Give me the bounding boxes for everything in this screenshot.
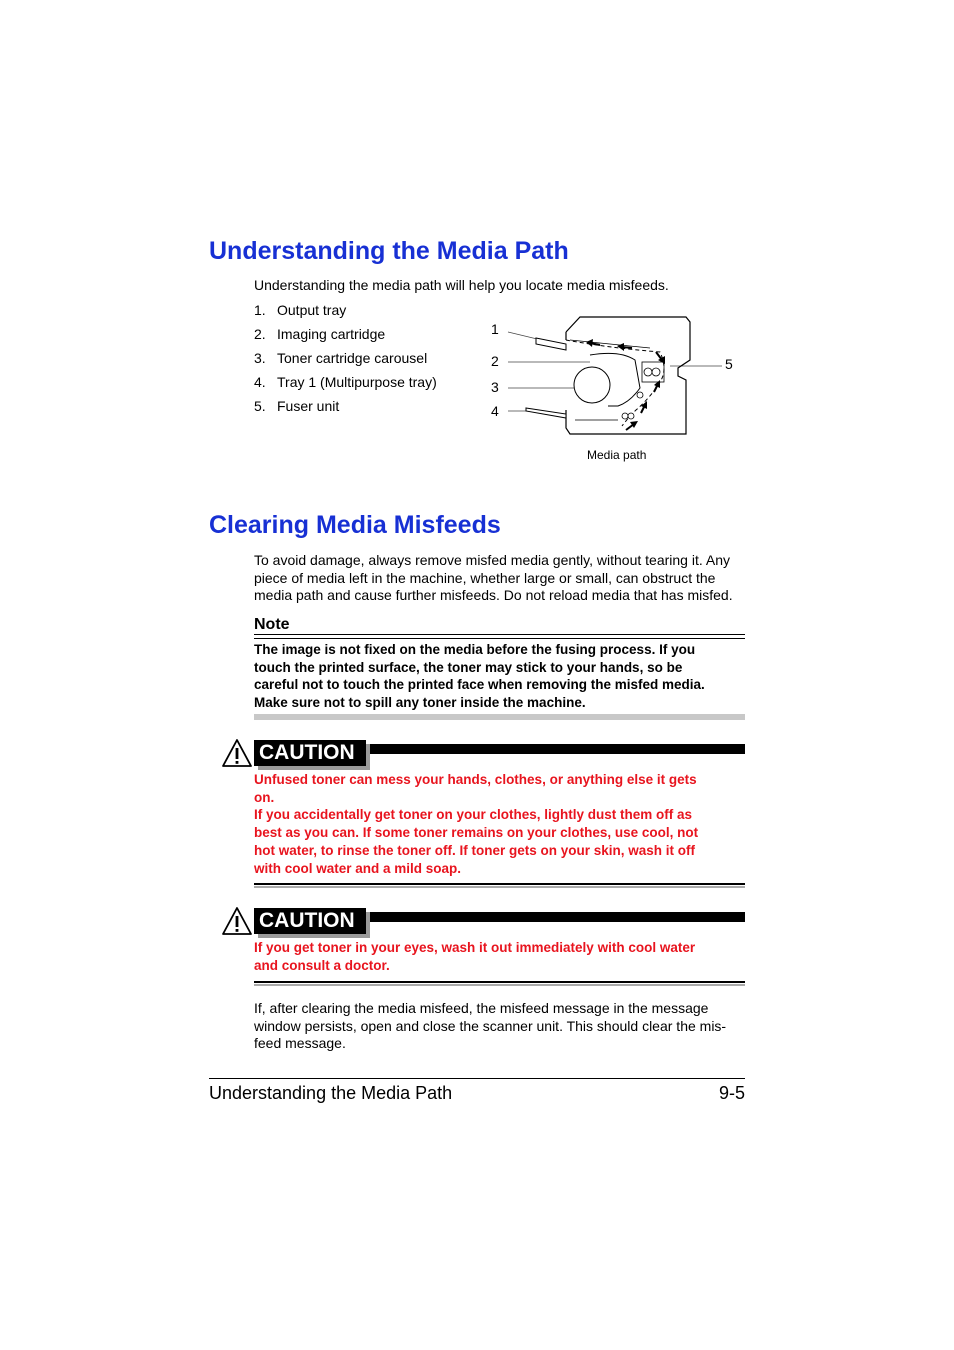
callout-1: 1 xyxy=(491,321,499,337)
caution-rule xyxy=(254,883,745,885)
caution-text: Unfused toner can mess your hands, clothes, or anything else it gets on. If you accidentally get toner on your clothes, lightly dust them off as best as you can. If some toner remains on your clothes, use cool, not hot water, to rinse the toner off. If toner gets on your skin, wash it off with cool water and a mild soap. xyxy=(254,772,699,876)
warning-triangle-icon xyxy=(221,738,253,768)
media-path-parts-list xyxy=(254,300,437,420)
callout-4: 4 xyxy=(491,403,499,419)
paragraph-after-clearing: If, after clearing the media misfeed, the misfeed message in the message window persists, open and close the scanner unit. This should clear the mis- feed message. xyxy=(254,1000,727,1052)
caution-label: CAUTION xyxy=(254,740,366,766)
callout-5: 5 xyxy=(725,356,733,372)
heading-understanding-media-path: Understanding the Media Path xyxy=(209,237,569,265)
note-text: The image is not fixed on the media before the fusing process. If you touch the printed surface, the toner may stick to your hands, so be careful not to touch the printed face when removing the misfed media. Make sure not to spill any toner inside the machine. xyxy=(254,642,705,711)
callout-2: 2 xyxy=(491,353,499,369)
note-heading: Note xyxy=(254,616,290,633)
media-path-diagram xyxy=(500,310,730,440)
caution-text: If you get toner in your eyes, wash it out immediately with cool water and consult a doctor. xyxy=(254,940,696,973)
caution-rule-shadow xyxy=(254,984,745,986)
list-item: 1. Output tray xyxy=(254,302,347,318)
note-rule xyxy=(254,638,745,639)
heading-clearing-media-misfeeds: Clearing Media Misfeeds xyxy=(209,511,501,539)
footer-section-title: Understanding the Media Path xyxy=(209,1083,453,1103)
footer-page-number: 9-5 xyxy=(718,1083,745,1103)
caution-rule xyxy=(254,981,745,983)
list-item: 3. Toner cartridge carousel xyxy=(254,350,428,366)
list-item: 4. Tray 1 (Multipurpose tray) xyxy=(254,374,437,390)
caution-rule-shadow xyxy=(254,886,745,888)
note-shade xyxy=(254,714,745,720)
list-item: 2. Imaging cartridge xyxy=(254,326,386,342)
note-rule xyxy=(254,634,745,635)
footer-rule xyxy=(209,1078,745,1079)
warning-triangle-icon xyxy=(221,906,253,936)
list-item: 5. Fuser unit xyxy=(254,398,340,414)
paragraph-avoid-damage: To avoid damage, always remove misfed media gently, without tearing it. Any piece of media left in the machine, whether large or small, can obstruct the media path and cause further misfeeds. Do not reload media that has misfed. xyxy=(254,552,733,604)
callout-3: 3 xyxy=(491,379,499,395)
intro-text: Understanding the media path will help you locate media misfeeds. xyxy=(254,277,669,293)
caution-label: CAUTION xyxy=(254,908,366,934)
figure-caption: Media path xyxy=(587,448,647,462)
